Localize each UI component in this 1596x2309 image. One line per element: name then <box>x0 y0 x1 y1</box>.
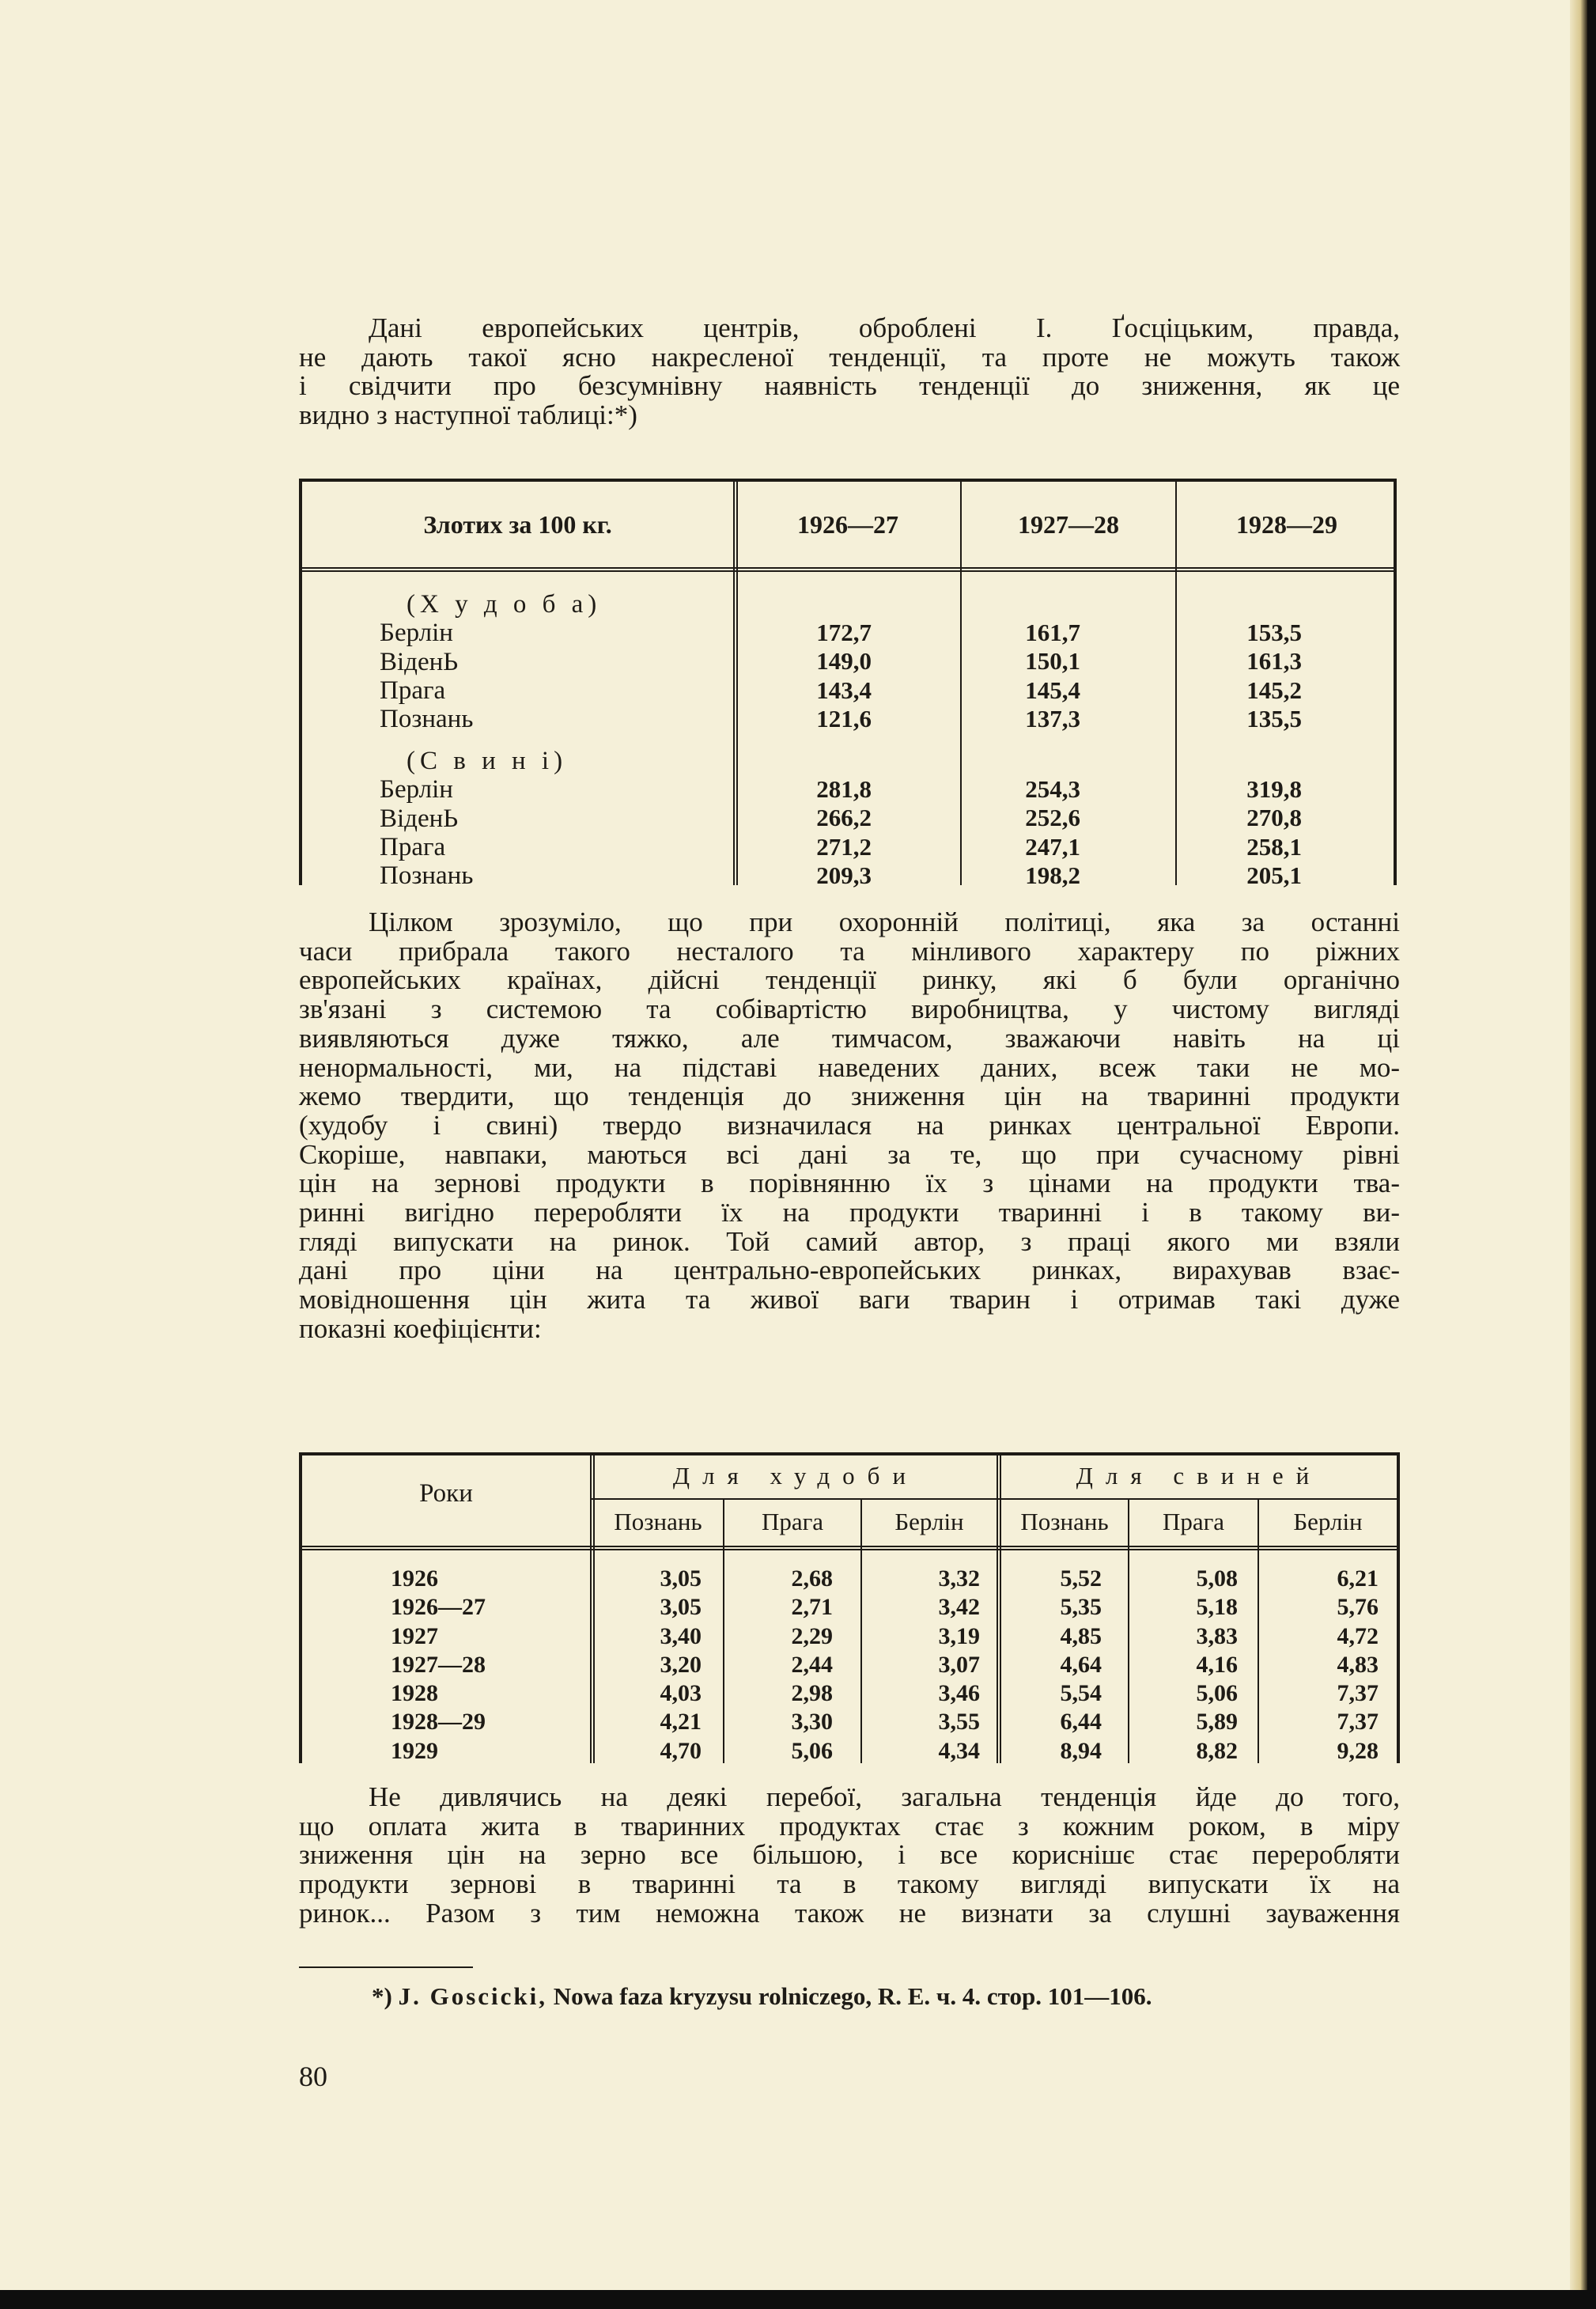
cell-value: 121,6 <box>816 704 872 732</box>
cell-value: 247,1 <box>1025 832 1080 861</box>
value-column <box>885 1565 980 1766</box>
paragraph-intro <box>299 314 1400 430</box>
cell-value: 5,06 <box>1196 1680 1238 1707</box>
header-city: Познань <box>614 1508 702 1535</box>
cell-value: 161,7 <box>1025 619 1080 646</box>
text-line: дані про ціни на центрально-европейських ринках, вирахував взає- <box>299 1255 1400 1286</box>
cell-value: 150,1 <box>1025 647 1080 676</box>
header-unit: Злотих за 100 кг. <box>423 510 612 539</box>
table-divider <box>860 1500 862 1763</box>
text-line: виявляються дуже тяжко, але тимчасом, зважаючи навіть на ці <box>299 1022 1400 1054</box>
header-cattle: Для худоби <box>672 1462 919 1489</box>
year-label: 1928—29 <box>391 1709 486 1736</box>
cell-value: 3,46 <box>938 1680 980 1707</box>
cell-value: 258,1 <box>1246 832 1302 861</box>
text-line: показні коефіцієнти: <box>299 1312 542 1344</box>
cell-value: 3,20 <box>660 1651 702 1678</box>
header-year: 1927—28 <box>1018 510 1119 539</box>
cell-value: 209,3 <box>816 861 872 889</box>
value-column <box>1143 1565 1238 1766</box>
cell-value: 3,05 <box>660 1565 702 1592</box>
city-label: Познань <box>380 705 474 734</box>
footnote-text: Nowa faza kryzysu rolniczego, R. E. ч. 4. стор. 101—106. <box>553 1982 1152 2010</box>
year-label: 1927—28 <box>391 1651 486 1678</box>
cell-value: 172,7 <box>816 619 872 646</box>
cell-value: 7,37 <box>1337 1680 1379 1707</box>
footnote-marker: *) <box>372 1982 392 2010</box>
header-city: Берлін <box>894 1508 964 1535</box>
cell-value: 4,85 <box>1060 1622 1102 1649</box>
cell-value: 5,18 <box>1196 1594 1238 1621</box>
header-city: Прага <box>1162 1508 1225 1535</box>
text-line: Не дивлячись на деякі перебої, загальна тенденція йде до того, <box>369 1781 1400 1812</box>
cell-value: 3,40 <box>660 1622 702 1649</box>
paragraph-conclusion <box>299 1783 1400 1929</box>
value-column <box>1065 775 1302 890</box>
cell-value: 4,03 <box>660 1680 702 1707</box>
cell-value: 319,8 <box>1246 775 1302 803</box>
header-years: Роки <box>419 1479 473 1508</box>
text-line: що оплата жита в тваринних продуктах стає з кожним роком, в міру <box>299 1810 1400 1842</box>
city-label: ВіденЬ <box>380 804 459 833</box>
table-divider <box>723 1500 724 1763</box>
cell-value: 3,42 <box>938 1594 980 1621</box>
text-line: не дають такої ясно накресленої тенденції, та проте не можуть також <box>299 341 1400 373</box>
cell-value: 6,44 <box>1060 1709 1102 1736</box>
header-year: 1928—29 <box>1236 510 1337 539</box>
cell-value: 5,54 <box>1060 1680 1102 1707</box>
table-divider <box>590 1455 595 1763</box>
text-line: (худобу і свині) твердо визначилася на ринках центральної Европи. <box>299 1109 1400 1141</box>
cell-value: 5,08 <box>1196 1565 1238 1592</box>
cell-value: 137,3 <box>1025 704 1080 732</box>
table-divider <box>997 1455 1001 1763</box>
footnote <box>372 1982 1152 2011</box>
year-label: 1927 <box>391 1622 438 1649</box>
text-line: і свідчити про безсумнівну наявність тенденції до зниження, як це <box>299 370 1400 402</box>
group-title: (Х у д о б а) <box>407 590 602 619</box>
cell-value: 2,71 <box>791 1594 833 1621</box>
cell-value: 143,4 <box>816 676 872 704</box>
cell-value: 266,2 <box>816 804 872 832</box>
page-number: 80 <box>299 2061 327 2092</box>
year-label: 1929 <box>391 1737 438 1764</box>
cell-value: 4,64 <box>1060 1651 1102 1678</box>
cell-value: 8,82 <box>1196 1737 1238 1764</box>
table-divider <box>1128 1500 1129 1763</box>
cell-value: 153,5 <box>1246 619 1302 646</box>
header-city: Познань <box>1020 1508 1109 1535</box>
text-line: Скоріше, навпаки, маються всі дані за те, що при сучасному рівні <box>299 1138 1400 1170</box>
cell-value: 4,34 <box>938 1737 980 1764</box>
header-rule <box>592 1498 1397 1500</box>
cell-value: 6,21 <box>1337 1565 1379 1592</box>
city-label: ВіденЬ <box>380 647 459 676</box>
text-line: ринок... Разом з тим неможна також не визнати за слушні зауваження <box>299 1897 1400 1929</box>
cell-value: 252,6 <box>1025 804 1080 832</box>
cell-value: 270,8 <box>1246 804 1302 832</box>
header-year: 1926—27 <box>797 510 898 539</box>
value-column <box>1007 1565 1102 1766</box>
cell-value: 145,2 <box>1246 676 1302 704</box>
price-table <box>299 479 1397 891</box>
cell-value: 198,2 <box>1025 861 1080 889</box>
cell-value: 4,72 <box>1337 1622 1379 1649</box>
cell-value: 9,28 <box>1337 1737 1379 1764</box>
cell-value: 254,3 <box>1025 775 1080 803</box>
value-column <box>634 619 872 733</box>
cell-value: 2,29 <box>791 1622 833 1649</box>
header-rule <box>302 567 1394 572</box>
text-line: зниження цін на зерно все більшою, і все кориснішє стає переробляти <box>299 1839 1400 1871</box>
value-column <box>738 1565 833 1766</box>
text-line: цін на зернові продукти в порівнянню їх з цінами на продукти тва- <box>299 1168 1400 1199</box>
header-rule <box>302 1546 1397 1550</box>
cell-value: 145,4 <box>1025 676 1080 704</box>
paragraph-main <box>299 908 1400 1344</box>
cell-value: 3,83 <box>1196 1622 1238 1649</box>
cell-value: 3,32 <box>938 1565 980 1592</box>
text-line: Дані европейських центрів, оброблені І. Ґосціцьким, правда, <box>369 312 1400 343</box>
city-label: Прага <box>380 832 446 861</box>
cell-value: 2,98 <box>791 1680 833 1707</box>
cell-value: 5,35 <box>1060 1594 1102 1621</box>
cell-value: 3,30 <box>791 1709 833 1736</box>
city-label: Познань <box>380 861 474 891</box>
group-title: (С в и н і) <box>407 747 568 775</box>
city-label: Берлін <box>380 775 453 804</box>
text-line: гляді випускати на ринок. Той самий автор, з праці якого ми взяли <box>299 1225 1400 1257</box>
year-column <box>391 1565 486 1766</box>
text-line: жемо твердити, що тенденція до зниження цін на тваринні продукти <box>299 1081 1400 1112</box>
value-column <box>634 775 872 890</box>
header-city: Берлін <box>1293 1508 1363 1535</box>
text-line: Цілком зрозуміло, що при охоронній політиці, яка за останні <box>369 907 1400 937</box>
cell-value: 281,8 <box>816 775 872 803</box>
cell-value: 5,06 <box>791 1737 833 1764</box>
text-line: часи прибрала такого несталого та мінливого характеру по ріжних <box>299 935 1400 967</box>
cell-value: 149,0 <box>816 647 872 676</box>
cell-value: 5,89 <box>1196 1709 1238 1736</box>
cell-value: 4,16 <box>1196 1651 1238 1678</box>
header-pigs: Для свиней <box>1076 1462 1322 1489</box>
city-label: Прага <box>380 676 446 705</box>
value-column <box>1065 619 1302 733</box>
page-edge <box>1570 0 1587 2290</box>
cell-value: 7,37 <box>1337 1709 1379 1736</box>
cell-value: 205,1 <box>1246 861 1302 889</box>
text-line: ринні вигідно переробляти їх на продукти тваринні і в такому ви- <box>299 1197 1400 1228</box>
footnote-rule <box>299 1966 473 1968</box>
text-line: продукти зернові в тваринні та в такому вигляді випускати їх на <box>299 1868 1400 1900</box>
value-column <box>843 619 1080 733</box>
year-label: 1928 <box>391 1680 438 1707</box>
text-line: европейських країнах, дійсні тенденції ринку, які б були органічно <box>299 964 1400 996</box>
header-city: Прага <box>761 1508 824 1535</box>
cell-value: 3,19 <box>938 1622 980 1649</box>
cell-value: 2,68 <box>791 1565 833 1592</box>
text-line: мовідношення цін жита та живої ваги тварин і отримав такі дуже <box>299 1284 1400 1315</box>
coefficient-table <box>299 1452 1400 1763</box>
cell-value: 3,05 <box>660 1594 702 1621</box>
city-label: Берлін <box>380 619 453 648</box>
cell-value: 2,44 <box>791 1651 833 1678</box>
text-line: зв'язані з системою та собівартістю виробництва, у чистому вигляді <box>299 994 1400 1025</box>
footnote-author: J. Goscicki, <box>398 1982 547 2010</box>
value-column <box>607 1565 702 1766</box>
cell-value: 4,83 <box>1337 1651 1379 1678</box>
year-label: 1926 <box>391 1565 438 1592</box>
cell-value: 161,3 <box>1246 647 1302 676</box>
value-column <box>843 775 1080 890</box>
cell-value: 5,76 <box>1337 1594 1379 1621</box>
cell-value: 135,5 <box>1246 704 1302 732</box>
table-divider <box>1258 1500 1259 1763</box>
text-line: видно з наступної таблиці:*) <box>299 399 637 431</box>
value-column <box>1284 1565 1379 1766</box>
cell-value: 5,52 <box>1060 1565 1102 1592</box>
cell-value: 271,2 <box>816 832 872 861</box>
cell-value: 4,70 <box>660 1737 702 1764</box>
cell-value: 4,21 <box>660 1709 702 1736</box>
cell-value: 8,94 <box>1060 1737 1102 1764</box>
cell-value: 3,55 <box>938 1709 980 1736</box>
text-line: ненормальності, ми, на підставі наведених даних, всеж таки не мо- <box>299 1051 1400 1083</box>
year-label: 1926—27 <box>391 1594 486 1621</box>
cell-value: 3,07 <box>938 1651 980 1678</box>
